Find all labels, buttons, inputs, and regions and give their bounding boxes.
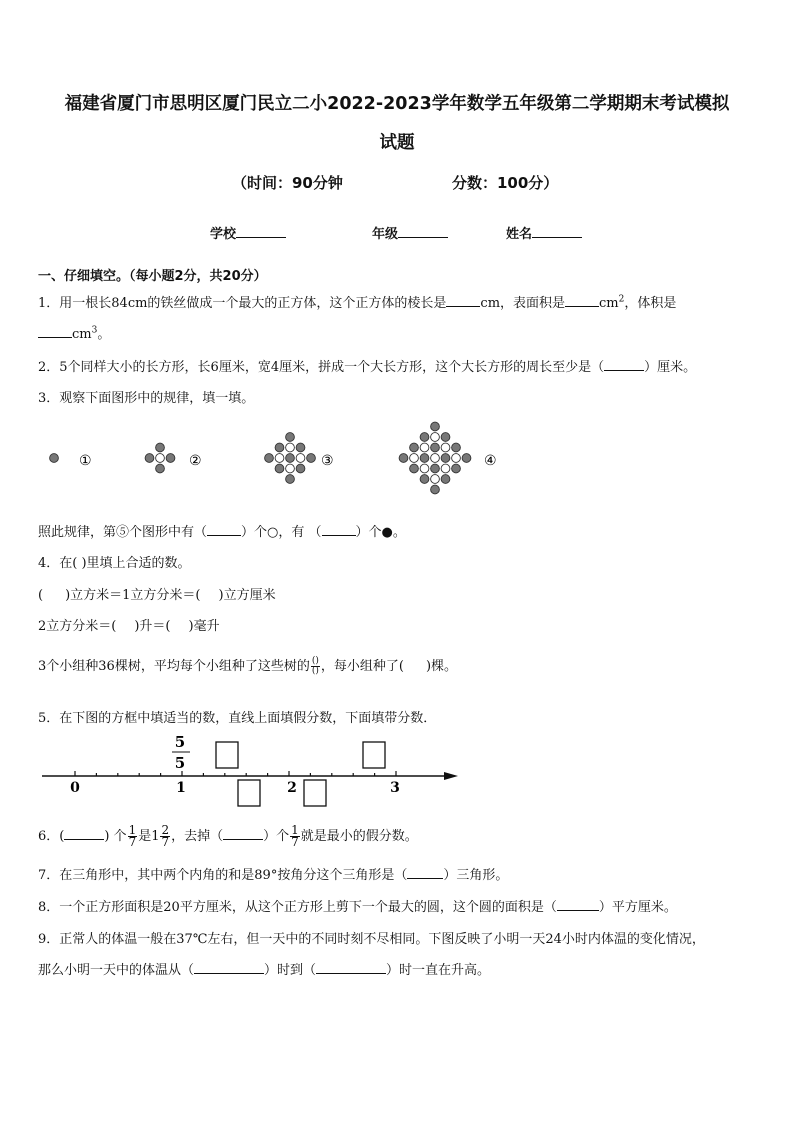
figure-4 <box>399 422 471 494</box>
question-9: 9．正常人的体温一般在37℃左右，但一天中的不同时刻不尽相同。下图反映了小明一天24小时内体温的变化情况， <box>38 932 705 947</box>
hollow-dot <box>441 464 450 473</box>
question-2 <box>38 356 696 375</box>
fraction-denominator: 5 <box>174 754 186 772</box>
q3-answer-a: 照此规律，第⑤个图形中有（ <box>38 525 208 540</box>
q3-answer-c: ）个●。 <box>355 525 406 540</box>
filled-dot <box>296 464 305 473</box>
q4-l2b: )升＝( <box>134 619 171 634</box>
q1-sup3: 3 <box>91 325 98 336</box>
hollow-dot <box>410 454 419 463</box>
filled-dot <box>166 454 175 463</box>
hollow-dot <box>441 443 450 452</box>
time-info: （时间：90分钟 <box>232 174 343 192</box>
q4-l1b: )立方米＝1立方分米＝( <box>65 588 201 603</box>
q3-blank-solid[interactable] <box>322 523 356 536</box>
q6-b: ) 个 <box>104 829 127 844</box>
grade-field[interactable] <box>372 223 448 242</box>
q4-l3b: ，每小组种了( <box>320 659 404 674</box>
number-line <box>38 732 468 812</box>
q7-a: 7．在三角形中，其中两个内角的和是89°按角分这个三角形是（ <box>38 868 408 883</box>
number-line-axis <box>42 771 458 780</box>
score-info: 分数：100分） <box>452 174 559 192</box>
q6-f1-den: 7 <box>128 835 137 849</box>
q4-frac-num: () <box>311 656 319 666</box>
q4-l3c: )棵。 <box>425 659 458 674</box>
q4-l2a: 2立方分米＝( <box>38 619 117 634</box>
q6-f: 就是最小的假分数。 <box>300 829 418 844</box>
name-field[interactable] <box>506 223 582 242</box>
answer-box-below-1[interactable] <box>238 780 260 806</box>
q3-blank-hollow[interactable] <box>207 523 241 536</box>
figure-3 <box>265 433 316 484</box>
tick-label-1: 1 <box>176 780 186 796</box>
q6-frac2 <box>160 825 170 848</box>
page-title-line2: 试题 <box>379 133 415 153</box>
filled-dot <box>420 475 429 484</box>
question-3: 3．观察下面图形中的规律，填一填。 <box>38 391 255 406</box>
hollow-dot <box>431 433 440 442</box>
q1-text-b: cm，表面积是 <box>480 296 566 311</box>
filled-dot <box>410 464 419 473</box>
filled-dot <box>441 475 450 484</box>
hollow-dot <box>156 454 165 463</box>
question-1-cont <box>38 323 110 342</box>
q6-blank1[interactable] <box>64 827 104 840</box>
q1-unit-c: cm <box>599 296 619 311</box>
q4-l3a: 3个小组种36棵树，平均每个小组种了这些树的 <box>38 659 310 674</box>
q6-e: ）个 <box>263 829 290 844</box>
q7-blank[interactable] <box>407 866 443 879</box>
fraction-numerator: 5 <box>174 733 186 751</box>
filled-dot <box>156 443 165 452</box>
page-title: 福建省厦门市思明区厦门民立二小2022-2023学年数学五年级第二学期期末考试模拟 <box>64 94 730 114</box>
school-field[interactable] <box>210 223 286 242</box>
tick-label-3: 3 <box>390 780 400 796</box>
hollow-dot <box>275 454 284 463</box>
q8-b: ）平方厘米。 <box>598 900 677 915</box>
name-label: 姓名 <box>506 227 533 242</box>
grade-label: 年级 <box>372 227 399 242</box>
q6-frac1 <box>128 825 138 848</box>
q9-b: ）时到（ <box>264 963 317 978</box>
q6-f3-num: 1 <box>291 823 299 837</box>
filled-dot <box>452 443 461 452</box>
figure-label-1: ① <box>79 453 92 469</box>
filled-dot <box>275 443 284 452</box>
filled-dot <box>462 454 471 463</box>
hollow-dot <box>286 443 295 452</box>
filled-dot <box>145 454 154 463</box>
q9-c: ）时一直在升高。 <box>386 963 491 978</box>
q6-frac3 <box>290 825 300 848</box>
question-7 <box>38 864 508 883</box>
hollow-dot <box>420 443 429 452</box>
pattern-figures <box>38 418 518 510</box>
section-heading: 一、仔细填空。（每小题2分，共20分） <box>38 269 267 284</box>
question-8 <box>38 896 677 915</box>
q6-f2-den: 7 <box>161 835 170 849</box>
q6-c: 是1 <box>138 829 160 844</box>
filled-dot <box>50 454 59 463</box>
q2-text-b: ）厘米。 <box>644 360 697 375</box>
question-1 <box>38 292 676 311</box>
q8-blank[interactable] <box>557 898 599 911</box>
filled-dot <box>431 464 440 473</box>
q2-text: 2．5个同样大小的长方形，长6厘米，宽4厘米，拼成一个大长方形，这个大长方形的周长至少是（ <box>38 360 605 375</box>
q6-f3-den: 7 <box>291 835 299 849</box>
filled-dot <box>441 433 450 442</box>
filled-dot <box>399 454 408 463</box>
filled-dot <box>286 433 295 442</box>
q4-line3 <box>38 655 457 676</box>
answer-box-below-2[interactable] <box>304 780 326 806</box>
q9-blank1[interactable] <box>194 961 264 974</box>
figure-label-3: ③ <box>321 453 334 469</box>
filled-dot <box>420 433 429 442</box>
filled-dot <box>441 454 450 463</box>
q6-d: ，去掉（ <box>171 829 224 844</box>
filled-dot <box>265 454 274 463</box>
q9-blank2[interactable] <box>316 961 386 974</box>
question-4: 4．在( )里填上合适的数。 <box>38 556 191 571</box>
hollow-dot <box>431 454 440 463</box>
question-3-answer <box>38 521 406 540</box>
q1-blank-edge[interactable] <box>446 294 480 307</box>
tick-label-2: 2 <box>287 780 297 796</box>
q4-l2c: )毫升 <box>188 619 220 634</box>
school-label: 学校 <box>210 227 237 242</box>
filled-dot <box>286 475 295 484</box>
q1-sup2: 2 <box>618 294 625 305</box>
q6-f2-num: 2 <box>161 823 170 837</box>
question-9-line2 <box>38 959 490 978</box>
q6-blank2[interactable] <box>223 827 263 840</box>
hollow-dot <box>296 454 305 463</box>
figure-2 <box>145 443 175 473</box>
question-5: 5．在下图的方框中填适当的数，直线上面填假分数，下面填带分数． <box>38 711 437 726</box>
filled-dot <box>156 464 165 473</box>
q1-text: 1．用一根长84cm的铁丝做成一个最大的正方体，这个正方体的棱长是 <box>38 296 447 311</box>
figure-1 <box>50 454 59 463</box>
axis-arrow <box>444 772 458 780</box>
hollow-dot <box>420 464 429 473</box>
filled-dot <box>431 485 440 494</box>
q1-blank-volume[interactable] <box>38 325 72 338</box>
q4-l1c: )立方厘米 <box>218 588 276 603</box>
q1-unit-e: cm <box>72 327 92 342</box>
filled-dot <box>410 443 419 452</box>
filled-dot <box>452 464 461 473</box>
filled-dot <box>307 454 316 463</box>
figure-label-4: ④ <box>484 453 497 469</box>
q1-text-d: ，体积是 <box>624 296 677 311</box>
hollow-dot <box>431 475 440 484</box>
q4-fraction[interactable] <box>311 657 320 676</box>
answer-box-above-2[interactable] <box>363 742 385 768</box>
q4-l1a: ( <box>38 588 44 603</box>
q6-f1-num: 1 <box>128 823 137 837</box>
q1-text-f: 。 <box>97 327 111 342</box>
q8-a: 8．一个正方形面积是20平方厘米，从这个正方形上剪下一个最大的圆，这个圆的面积是（ <box>38 900 557 915</box>
q1-blank-area[interactable] <box>565 294 599 307</box>
q4-line1 <box>38 584 276 603</box>
question-6 <box>38 820 418 854</box>
filled-dot <box>296 443 305 452</box>
hollow-dot <box>286 464 295 473</box>
filled-dot <box>275 464 284 473</box>
q4-frac-den: () <box>311 666 319 676</box>
q3-answer-b: ）个○，有 （ <box>241 525 322 540</box>
q2-blank[interactable] <box>604 358 644 371</box>
q4-line2 <box>38 615 220 634</box>
q7-b: ）三角形。 <box>443 868 509 883</box>
filled-dot <box>286 454 295 463</box>
filled-dot <box>431 443 440 452</box>
figure-label-2: ② <box>189 453 202 469</box>
filled-dot <box>431 422 440 431</box>
hollow-dot <box>452 454 461 463</box>
filled-dot <box>420 454 429 463</box>
tick-label-0: 0 <box>70 780 80 796</box>
answer-box-above-1[interactable] <box>216 742 238 768</box>
q6-a: 6．( <box>38 829 65 844</box>
q9-a: 那么小明一天中的体温从（ <box>38 963 195 978</box>
